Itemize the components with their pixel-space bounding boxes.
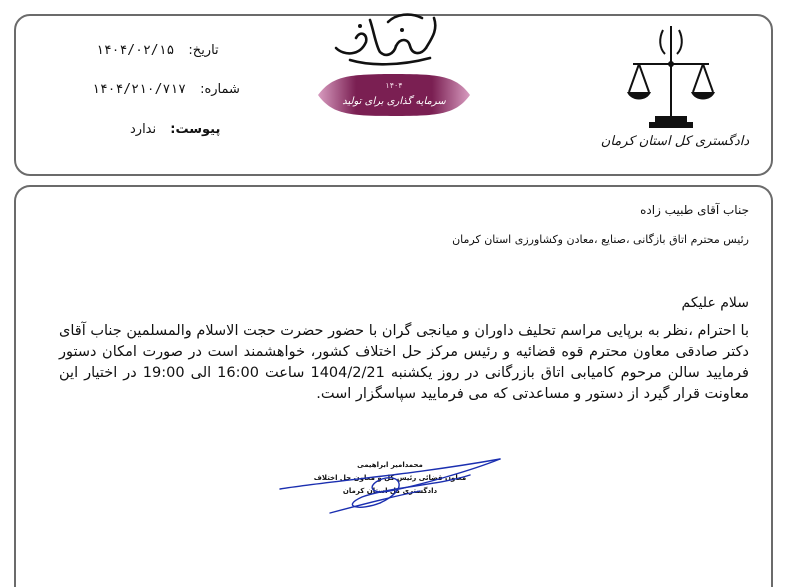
bismillah-calligraphy-logo xyxy=(330,8,450,68)
date-row xyxy=(96,43,219,58)
number-row xyxy=(92,82,240,97)
letter-body-paragraph: با احترام ،نظر به برپایی مراسم تحلیف داوران و میانجی گران با حضور حضرت حجت الاسلام والمسلمین جناب آقای دکتر صادقی معاون محترم قوه قضائیه و رئیس مرکز حل اختلاف کشور، خواهشمند است در صورت امکان دستور فرمایید سالن مرحوم کامیابی اتاق بازرگانی در روز یکشنبه 1404/2/21 ساعت 16:00 الی 19:00 در اختیار این معاونت قرار گیرد از دستور و مساعدتی که می فرمایید سپاسگزار است. xyxy=(59,323,749,402)
date-value: ۱۴۰۴/۰۲/۱۵ xyxy=(96,43,175,58)
number-value: ۱۴۰۴/۲۱۰/۷۱۷ xyxy=(92,82,186,97)
recipient-title: رئیس محترم اتاق بازگانی ،صنایع ،معادن وکشاورزی استان کرمان xyxy=(452,233,749,246)
attachment-label: پیوست: xyxy=(170,122,221,137)
date-label: تاریخ: xyxy=(188,43,219,58)
attachment-value: ندارد xyxy=(130,122,157,137)
motto-banner xyxy=(318,72,470,118)
signature-stamp xyxy=(270,445,510,520)
attachment-row xyxy=(130,122,220,137)
organization-name: دادگستری کل استان کرمان xyxy=(600,134,750,149)
motto-text: سرمایه گذاری برای تولید xyxy=(342,96,446,107)
recipient-name: جناب آقای طبیب زاده xyxy=(640,203,749,217)
judiciary-scales-emblem-icon xyxy=(625,20,717,132)
number-label: شماره: xyxy=(200,82,240,97)
greeting: سلام علیکم xyxy=(681,295,749,311)
signature-org: دادگستری کل استان کرمان xyxy=(342,487,438,495)
motto-year: ۱۴۰۴ xyxy=(385,81,403,90)
signature-name: محمدامیر ابراهیمی xyxy=(357,461,423,469)
signature-title: معاون قضائی رئیس کل و معاون حل اختلاف xyxy=(313,474,467,482)
